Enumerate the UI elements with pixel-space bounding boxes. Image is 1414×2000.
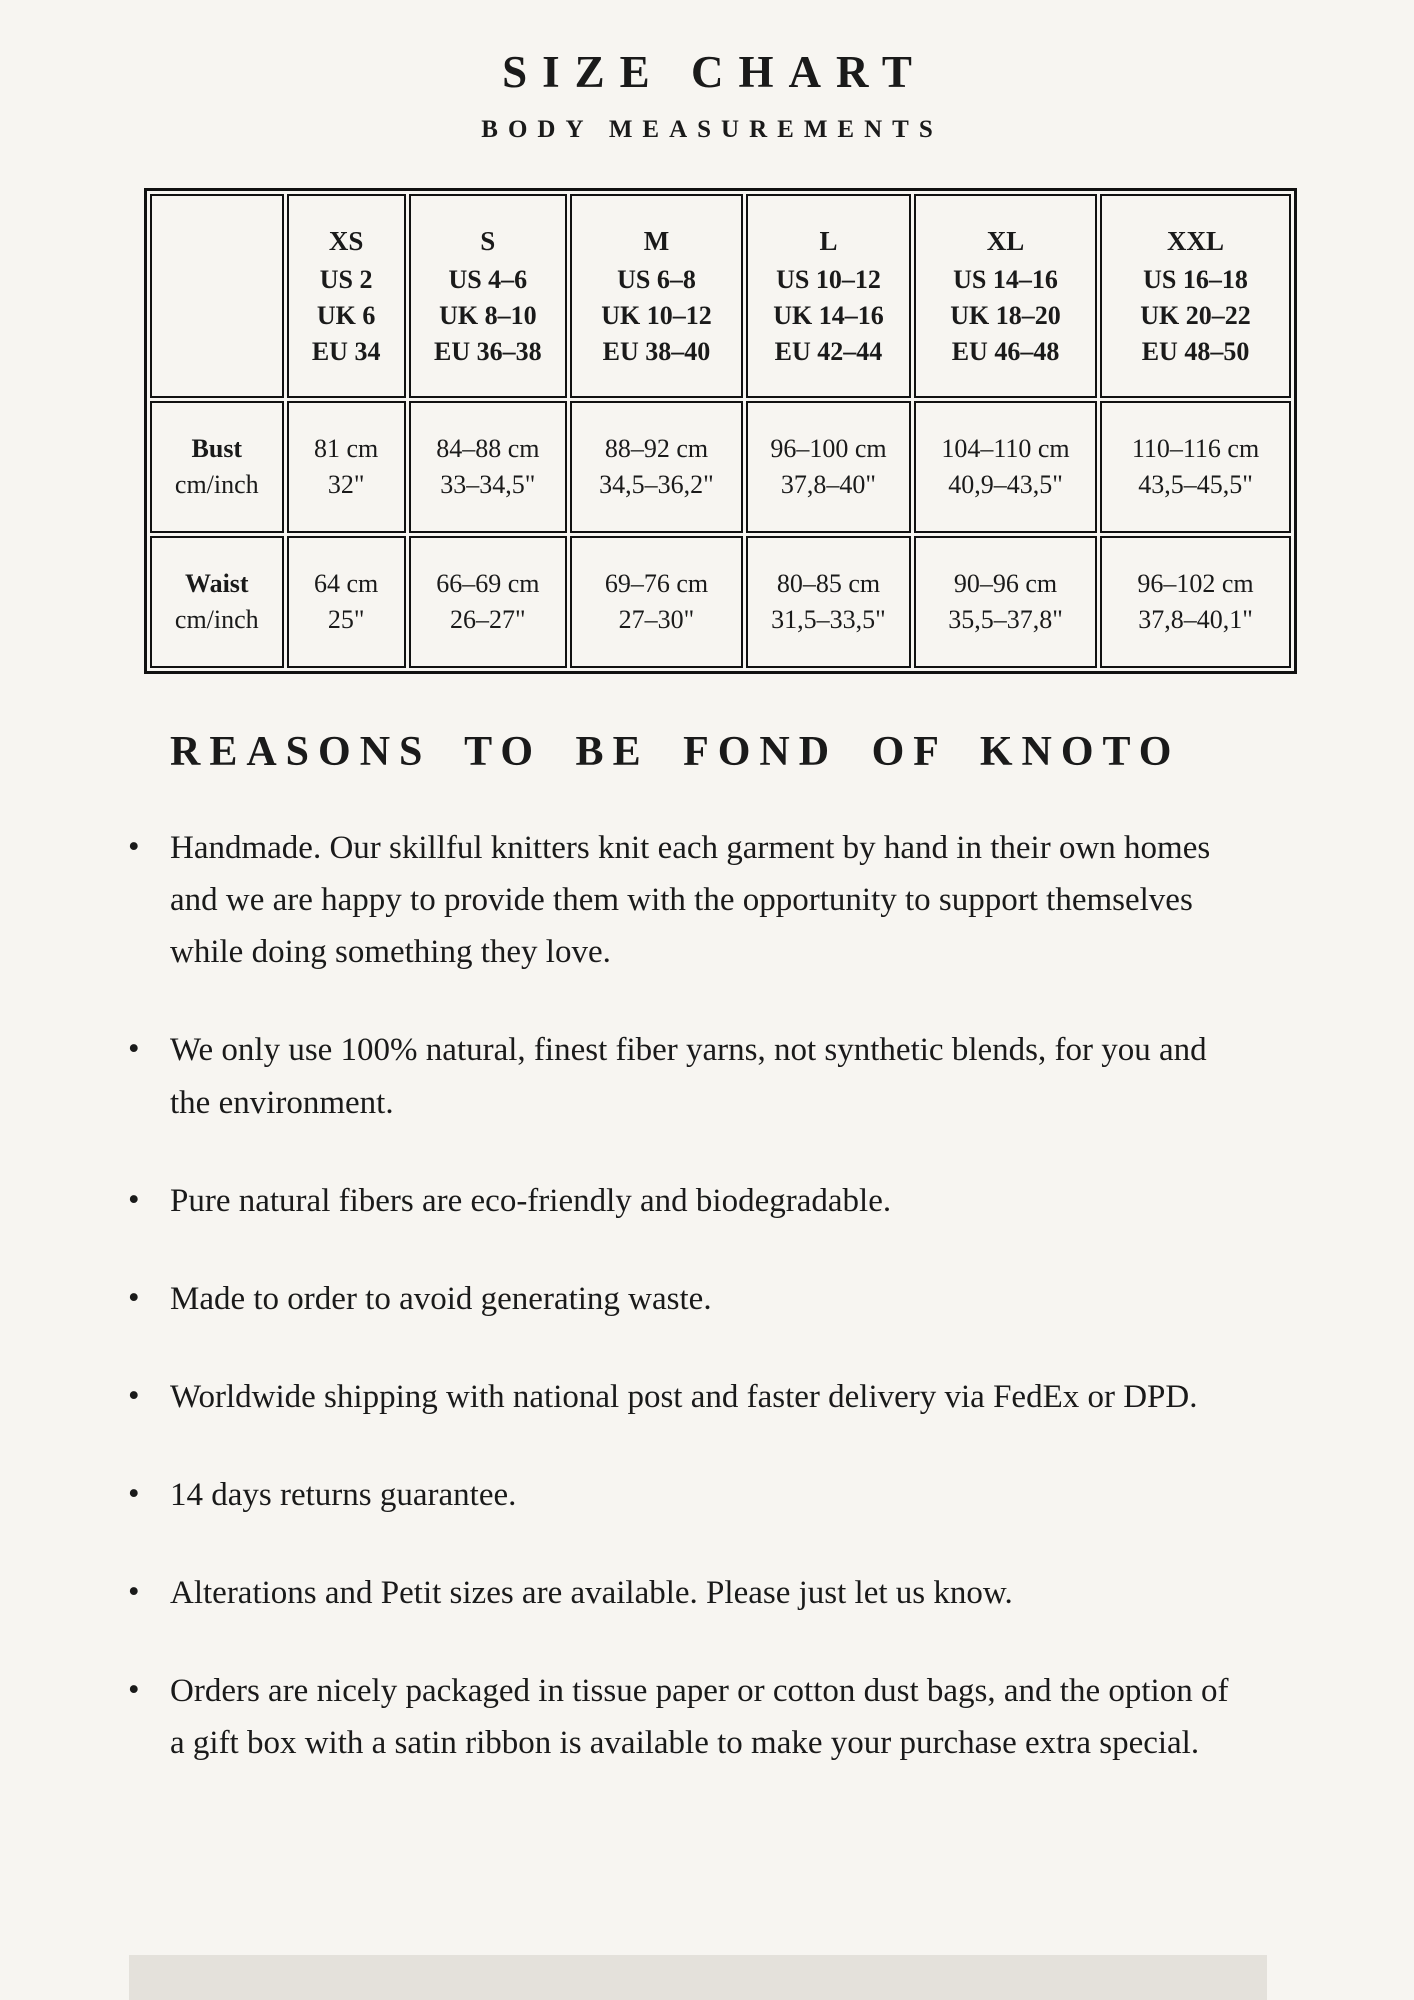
- size-table-wrapper: [144, 188, 1297, 674]
- size-column-header-s: S US 4–6 UK 8–10 EU 36–38: [409, 194, 567, 398]
- size-column-header-xl: XL US 14–16 UK 18–20 EU 46–48: [914, 194, 1097, 398]
- waist-value-xl: 90–96 cm 35,5–37,8": [914, 536, 1097, 668]
- waist-value-l: 80–85 cm 31,5–33,5": [746, 536, 911, 668]
- reasons-list: [0, 822, 1414, 1770]
- size-table: [144, 188, 1297, 674]
- bust-value-xl: 104–110 cm 40,9–43,5": [914, 401, 1097, 533]
- waist-value-xs: 64 cm 25": [287, 536, 406, 668]
- table-row-bust: [150, 401, 1291, 533]
- bust-value-xs: 81 cm 32": [287, 401, 406, 533]
- list-item-returns: • 14 days returns guarantee.: [170, 1469, 1250, 1521]
- table-header-row: [150, 194, 1291, 398]
- list-item-eco-friendly: • Pure natural fibers are eco-friendly and biodegradable.: [170, 1175, 1250, 1227]
- waist-value-m: 69–76 cm 27–30": [570, 536, 743, 668]
- bust-value-xxl: 110–116 cm 43,5–45,5": [1100, 401, 1291, 533]
- bust-value-m: 88–92 cm 34,5–36,2": [570, 401, 743, 533]
- list-item-handmade: • Handmade. Our skillful knitters knit each garment by hand in their own homes and we are happy to provide them with the opportunity to support themselves while doing something they love.: [170, 822, 1250, 978]
- size-column-header-xs: XS US 2 UK 6 EU 34: [287, 194, 406, 398]
- size-column-header-m: M US 6–8 UK 10–12 EU 38–40: [570, 194, 743, 398]
- row-label-bust: Bust cm/inch: [150, 401, 284, 533]
- page-subtitle: BODY MEASUREMENTS: [481, 116, 943, 143]
- list-item-alterations: • Alterations and Petit sizes are available. Please just let us know.: [170, 1567, 1250, 1619]
- size-column-header-xxl: XXL US 16–18 UK 20–22 EU 48–50: [1100, 194, 1291, 398]
- bust-value-s: 84–88 cm 33–34,5": [409, 401, 567, 533]
- size-column-header-l: L US 10–12 UK 14–16 EU 42–44: [746, 194, 911, 398]
- bust-value-l: 96–100 cm 37,8–40": [746, 401, 911, 533]
- waist-value-xxl: 96–102 cm 37,8–40,1": [1100, 536, 1291, 668]
- cropped-image-strip: [129, 1955, 1267, 2000]
- table-row-waist: [150, 536, 1291, 668]
- section-heading: REASONS TO BE FOND OF KNOTO: [170, 729, 1181, 775]
- list-item-packaging: • Orders are nicely packaged in tissue paper or cotton dust bags, and the option of a gift box with a satin ribbon is available to make your purchase extra special.: [170, 1665, 1250, 1769]
- row-label-waist: Waist cm/inch: [150, 536, 284, 668]
- table-corner-cell: [150, 194, 284, 398]
- waist-value-s: 66–69 cm 26–27": [409, 536, 567, 668]
- document-header: [0, 0, 1414, 144]
- list-item-shipping: • Worldwide shipping with national post and faster delivery via FedEx or DPD.: [170, 1371, 1250, 1423]
- page-title: SIZE CHART: [502, 47, 927, 97]
- list-item-made-to-order: • Made to order to avoid generating waste.: [170, 1273, 1250, 1325]
- list-item-natural-yarns: • We only use 100% natural, finest fiber yarns, not synthetic blends, for you and the environment.: [170, 1024, 1250, 1128]
